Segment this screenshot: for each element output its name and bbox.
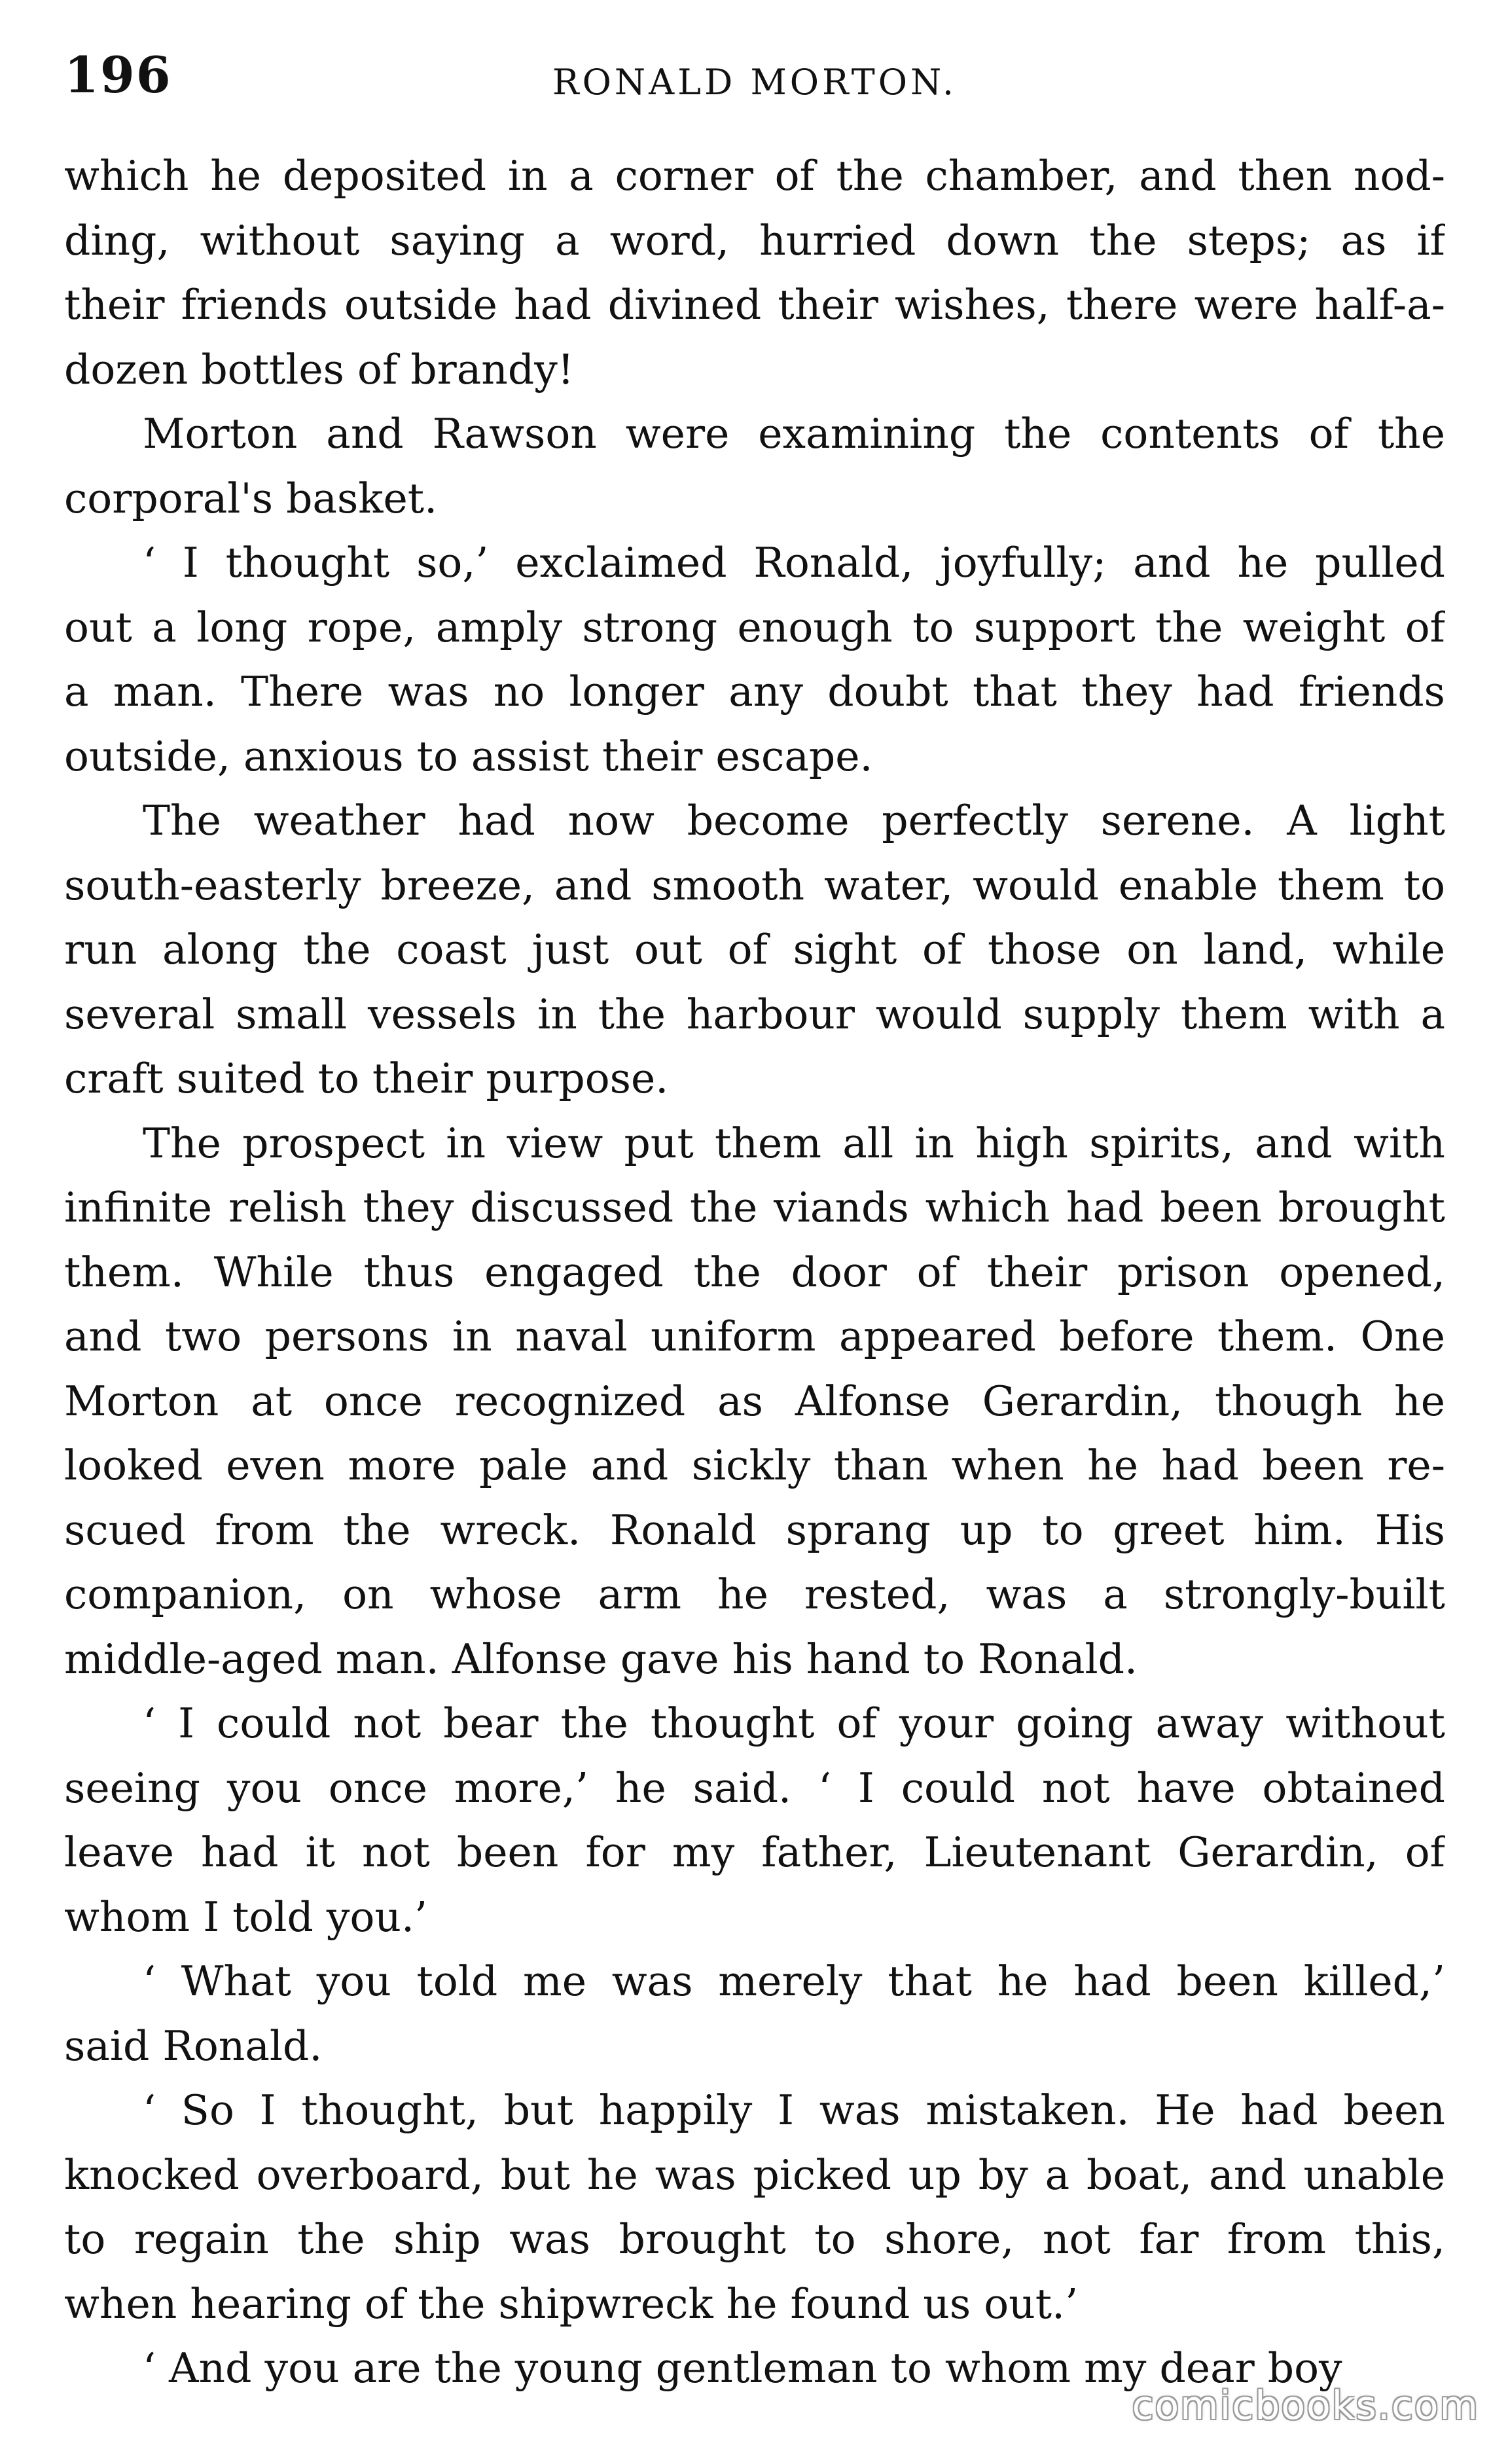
text-line: them. While thus engaged the door of their prison opened, xyxy=(64,1248,1445,1296)
text-line: south-easterly breeze, and smooth water, would enable them to xyxy=(64,861,1445,909)
text-line: and two persons in naval uniform appeared before them. One xyxy=(64,1313,1445,1360)
text-line: ‘ I thought so,’ exclaimed Ronald, joyfully; and he pulled xyxy=(143,539,1445,587)
text-line: outside, anxious to assist their escape. xyxy=(64,732,873,780)
text-line: which he deposited in a corner of the chamber, and then nod- xyxy=(64,152,1445,200)
text-line: said Ronald. xyxy=(64,2021,323,2070)
text-line: a man. There was no longer any doubt that they had friends xyxy=(64,668,1445,716)
text-line: to regain the ship was brought to shore, not far from this, xyxy=(64,2215,1445,2263)
text-line: middle-aged man. Alfonse gave his hand to Ronald. xyxy=(64,1635,1138,1683)
text-line: seeing you once more,’ he said. ‘ I could not have obtained xyxy=(64,1764,1445,1812)
text-line: infinite relish they discussed the viands which had been brought xyxy=(64,1184,1445,1231)
text-line: ding, without saying a word, hurried down the steps; as if xyxy=(64,216,1445,264)
text-line: ‘ So I thought, but happily I was mistaken. He had been xyxy=(143,2086,1445,2134)
text-line: companion, on whose arm he rested, was a strongly-built xyxy=(64,1570,1445,1618)
text-line: The weather had now become perfectly serene. A light xyxy=(143,797,1445,844)
text-line: leave had it not been for my father, Lieutenant Gerardin, of xyxy=(64,1828,1445,1876)
text-line: out a long rope, amply strong enough to support the weight of xyxy=(64,603,1445,651)
running-title: RONALD MORTON. xyxy=(552,62,957,103)
text-line: Morton and Rawson were examining the contents of the xyxy=(143,410,1445,458)
text-line: ‘ What you told me was merely that he had been killed,’ xyxy=(143,1957,1445,2005)
text-line: ‘ I could not bear the thought of your going away without xyxy=(143,1699,1445,1747)
text-line: several small vessels in the harbour would supply them with a xyxy=(64,990,1445,1038)
body-text xyxy=(64,144,1445,2401)
watermark: comicbooks.com xyxy=(1132,2383,1479,2429)
text-line: run along the coast just out of sight of those on land, while xyxy=(64,926,1445,973)
text-line: craft suited to their purpose. xyxy=(64,1055,669,1102)
text-line: ‘ And you are the young gentleman to whom my dear boy xyxy=(143,2344,1342,2392)
text-line: Morton at once recognized as Alfonse Gerardin, though he xyxy=(64,1377,1445,1425)
text-line: corporal's basket. xyxy=(64,474,438,522)
text-line: scued from the wreck. Ronald sprang up to greet him. His xyxy=(64,1506,1445,1554)
text-line: looked even more pale and sickly than when he had been re- xyxy=(64,1441,1445,1489)
text-line: The prospect in view put them all in high spirits, and with xyxy=(143,1119,1445,1167)
text-line: dozen bottles of brandy! xyxy=(64,345,575,393)
text-line: their friends outside had divined their wishes, there were half-a- xyxy=(64,281,1445,329)
text-line: when hearing of the shipwreck he found us out.’ xyxy=(64,2279,1079,2328)
page-header xyxy=(64,39,1445,124)
text-line: knocked overboard, but he was picked up by a boat, and unable xyxy=(64,2150,1445,2199)
page-number: 196 xyxy=(64,46,172,104)
text-line: whom I told you.’ xyxy=(64,1893,428,1941)
